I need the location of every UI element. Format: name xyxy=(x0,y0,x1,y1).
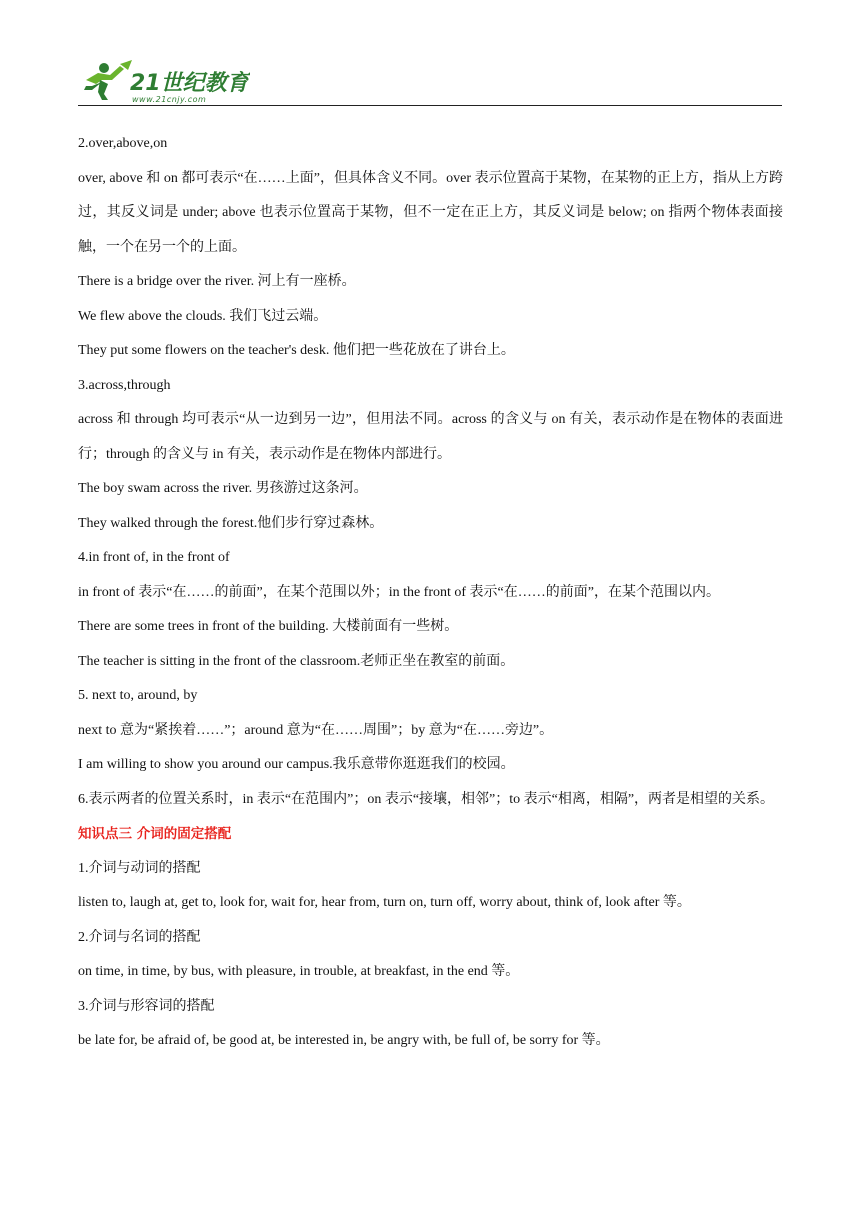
knowledge-point-3-heading: 知识点三 介词的固定搭配 xyxy=(78,826,232,842)
running-figure-icon xyxy=(84,60,132,100)
section-2-title: 2.over,above,on xyxy=(78,136,168,151)
section-5-description: next to 意为“紧挨着……”；around 意为“在……周围”；by 意为“在……旁边”。 xyxy=(78,722,554,738)
document-body xyxy=(78,127,783,1059)
section-3-description: across 和 through 均可表示“从一边到另一边”，但用法不同。across 的含义与 on 有关，表示动作是在物体的表面进行；through 的含义与 in 有关，表示动作是在物体内部进行。 xyxy=(78,412,783,462)
section-6-description: 6.表示两者的位置关系时，in 表示“在范围内”；on 表示“接壤，相邻”；to 表示“相离，相隔”，两者是相望的关系。 xyxy=(78,791,775,807)
verb-collocation-list: listen to, laugh at, get to, look for, wait for, hear from, turn on, turn off, worry about, think of, look after 等。 xyxy=(78,895,691,910)
page-header xyxy=(78,58,782,106)
section-4-example-1: There are some trees in front of the building. 大楼前面有一些树。 xyxy=(78,619,459,634)
verb-collocation-title: 1.介词与动词的搭配 xyxy=(78,860,201,876)
svg-text:21世纪教育: 21世纪教育 xyxy=(130,71,249,96)
adjective-collocation-list: be late for, be afraid of, be good at, be interested in, be angry with, be full of, be sorry for 等。 xyxy=(78,1033,610,1048)
logo xyxy=(80,60,250,104)
section-4-description: in front of 表示“在……的前面”，在某个范围以外；in the front of 表示“在……的前面”，在某个范围以内。 xyxy=(78,584,720,600)
noun-collocation-title: 2.介词与名词的搭配 xyxy=(78,929,201,945)
svg-text:www.21cnjy.com: www.21cnjy.com xyxy=(132,95,207,104)
section-4-example-2: The teacher is sitting in the front of the classroom.老师正坐在教室的前面。 xyxy=(78,653,515,669)
section-5-title: 5. next to, around, by xyxy=(78,688,198,703)
section-2-example-1: There is a bridge over the river. 河上有一座桥。 xyxy=(78,274,356,289)
section-2-example-2: We flew above the clouds. 我们飞过云端。 xyxy=(78,308,328,324)
section-3-example-2: They walked through the forest.他们步行穿过森林。 xyxy=(78,515,384,531)
noun-collocation-list: on time, in time, by bus, with pleasure, in trouble, at breakfast, in the end 等。 xyxy=(78,964,520,979)
section-2-example-3: They put some flowers on the teacher's desk. 他们把一些花放在了讲台上。 xyxy=(78,343,515,358)
section-3-title: 3.across,through xyxy=(78,377,171,393)
section-2-description: over, above 和 on 都可表示“在……上面”，但具体含义不同。over 表示位置高于某物，在某物的正上方，指从上方跨过，其反义词是 under; above 也表示位置高于某物，但不一定在正上方，其反义词是 below; on 指两个物体表面接触，一个在另一个的上面。 xyxy=(78,170,783,255)
section-4-title: 4.in front of, in the front of xyxy=(78,550,230,565)
section-5-example-1: I am willing to show you around our campus.我乐意带你逛逛我们的校园。 xyxy=(78,757,515,772)
adjective-collocation-title: 3.介词与形容词的搭配 xyxy=(78,998,215,1014)
section-3-example-1: The boy swam across the river. 男孩游过这条河。 xyxy=(78,481,368,496)
